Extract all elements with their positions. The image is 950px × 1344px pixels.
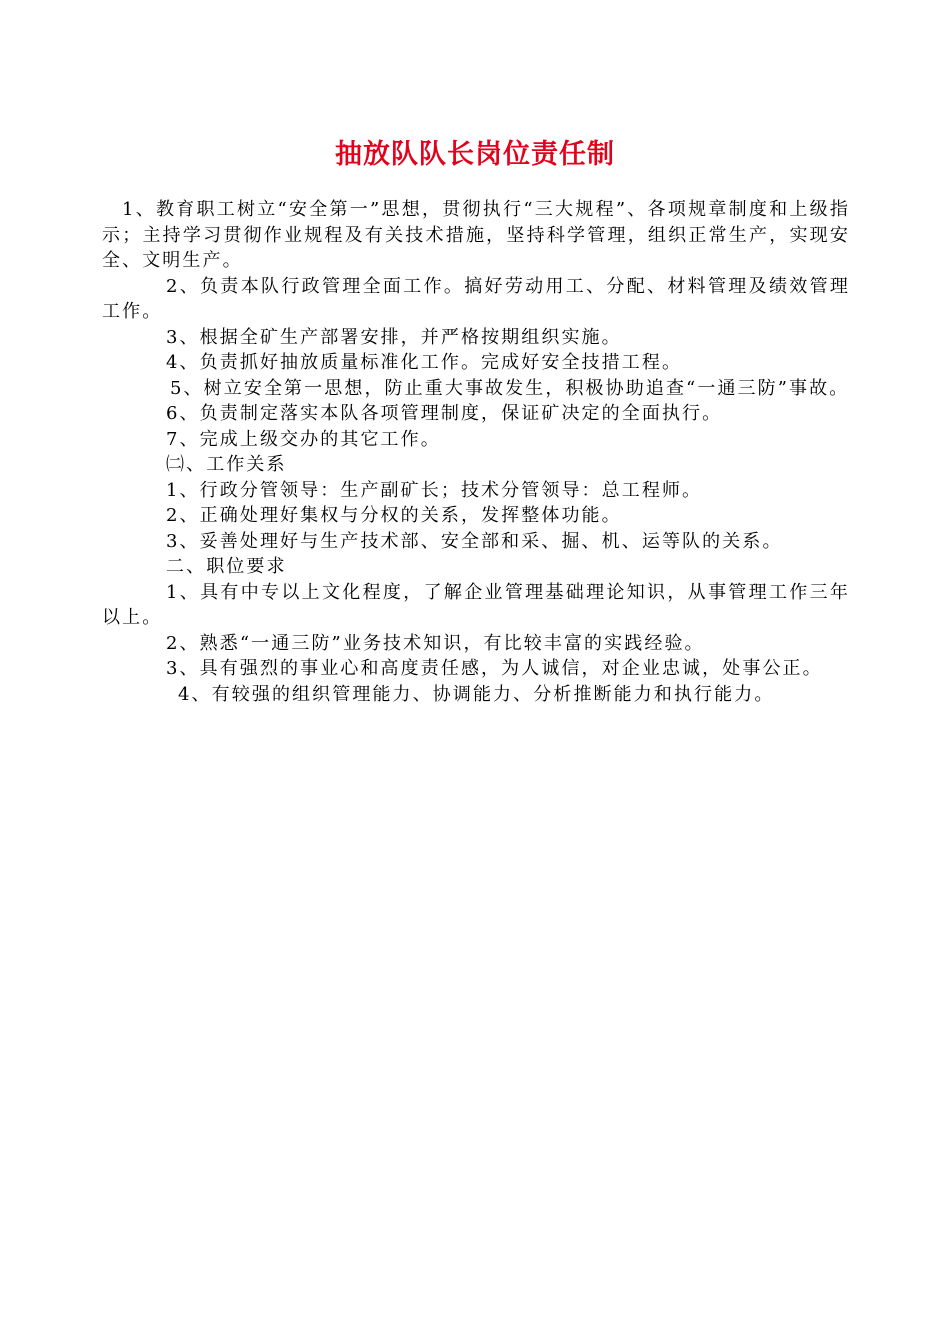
- section-heading-requirements: 二、职位要求: [166, 556, 287, 577]
- duty-item-2: 2、负责本队行政管理全面工作。搞好劳动用工、分配、材料管理及绩效管理工作。: [102, 275, 850, 322]
- section-heading-work-relations: ㈡、工作关系: [166, 454, 287, 475]
- document-body: [102, 197, 850, 707]
- requirement-item-4: 4、有较强的组织管理能力、协调能力、分析推断能力和执行能力。: [178, 683, 775, 705]
- relation-item-1: 1、行政分管领导：生产副矿长；技术分管领导：总工程师。: [166, 479, 703, 501]
- duty-item-6: 6、负责制定落实本队各项管理制度，保证矿决定的全面执行。: [166, 403, 723, 424]
- requirement-item-2: 2、熟悉“一通三防”业务技术知识，有比较丰富的实践经验。: [166, 632, 705, 654]
- document-title: 抽放队队长岗位责任制: [335, 139, 615, 170]
- duty-item-4: 4、负责抓好抽放质量标准化工作。完成好安全技措工程。: [166, 352, 683, 373]
- requirement-item-1: 1、具有中专以上文化程度，了解企业管理基础理论知识，从事管理工作三年以上。: [102, 581, 850, 628]
- duty-item-3: 3、根据全矿生产部署安排，并严格按期组织实施。: [166, 326, 622, 348]
- relation-item-2: 2、正确处理好集权与分权的关系，发挥整体功能。: [166, 505, 622, 526]
- duty-item-1: 1、教育职工树立“安全第一”思想，贯彻执行“三大规程”、各项规章制度和上级指示；主持学习贯彻作业规程及有关技术措施，坚持科学管理，组织正常生产，实现安全、文明生产。: [102, 199, 850, 271]
- relation-item-3: 3、妥善处理好与生产技术部、安全部和采、掘、机、运等队的关系。: [166, 530, 783, 552]
- duty-item-5: 5、树立安全第一思想，防止重大事故发生，积极协助追查“一通三防”事故。: [170, 377, 850, 399]
- duty-item-7: 7、完成上级交办的其它工作。: [166, 428, 441, 450]
- requirement-item-3: 3、具有强烈的事业心和高度责任感，为人诚信，对企业忠诚，处事公正。: [166, 658, 823, 679]
